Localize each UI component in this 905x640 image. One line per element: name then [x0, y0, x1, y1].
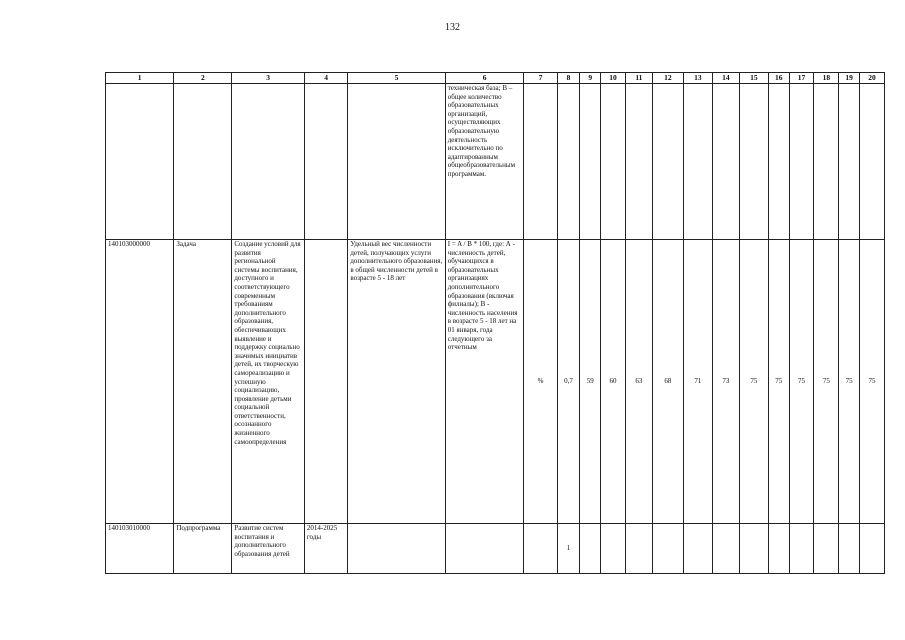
column-header: 10	[601, 73, 626, 84]
column-header: 4	[304, 73, 348, 84]
table-row	[106, 84, 885, 240]
column-header: 13	[683, 73, 712, 84]
column-header: 20	[859, 73, 884, 84]
value-cell	[839, 524, 860, 574]
value-cell	[859, 84, 884, 240]
code-cell: 140103010000	[106, 524, 174, 574]
formula-cell	[445, 524, 524, 574]
value-cell: 75	[859, 240, 884, 524]
indicator-cell	[348, 524, 445, 574]
value-cell: 75	[814, 240, 839, 524]
code-cell: 140103000000	[106, 240, 174, 524]
value-cell: 75	[739, 240, 768, 524]
formula-cell: техническая база; В – общее количество образовательных организаций, осуществляющих образовательную деятельность исключительно по адаптированным общеобразовательным программам.	[445, 84, 524, 240]
column-header: 16	[768, 73, 789, 84]
type-cell: Подпрограмма	[174, 524, 232, 574]
program-table	[105, 72, 885, 574]
unit-cell: %	[524, 240, 557, 524]
value-cell	[683, 524, 712, 574]
column-header: 3	[232, 73, 305, 84]
column-header: 2	[174, 73, 232, 84]
value-cell: 71	[683, 240, 712, 524]
code-cell	[106, 84, 174, 240]
value-cell	[814, 524, 839, 574]
value-cell	[712, 84, 739, 240]
value-cell: 0,7	[557, 240, 580, 524]
period-cell: 2014-2025 годы	[304, 524, 348, 574]
column-header: 1	[106, 73, 174, 84]
value-cell	[683, 84, 712, 240]
name-cell: Развитие систем воспитания и дополнительного образования детей	[232, 524, 305, 574]
column-header: 15	[739, 73, 768, 84]
formula-cell: I = A / B * 100, где: А - численность детей, обучающихся в образовательных организациях дополнительного образования (включая филиалы); В - численность населения в возрасте 5 - 18 лет на 01 января, года следующего за отчетным	[445, 240, 524, 524]
value-cell	[625, 84, 652, 240]
value-cell: 60	[601, 240, 626, 524]
type-cell: Задача	[174, 240, 232, 524]
value-cell: 75	[768, 240, 789, 524]
column-header: 6	[445, 73, 524, 84]
column-header: 12	[652, 73, 683, 84]
column-header: 18	[814, 73, 839, 84]
value-cell	[557, 84, 580, 240]
column-numbers-row	[106, 73, 885, 84]
value-cell	[768, 524, 789, 574]
column-header: 8	[557, 73, 580, 84]
value-cell: 75	[789, 240, 814, 524]
table-row	[106, 240, 885, 524]
column-header: 5	[348, 73, 445, 84]
value-cell	[625, 524, 652, 574]
unit-cell	[524, 524, 557, 574]
column-header: 17	[789, 73, 814, 84]
type-cell	[174, 84, 232, 240]
value-cell	[652, 84, 683, 240]
value-cell: 59	[580, 240, 601, 524]
column-header: 11	[625, 73, 652, 84]
value-cell	[601, 84, 626, 240]
value-cell: 68	[652, 240, 683, 524]
table-row	[106, 524, 885, 574]
value-cell	[789, 84, 814, 240]
column-header: 14	[712, 73, 739, 84]
value-cell: 75	[839, 240, 860, 524]
column-header: 9	[580, 73, 601, 84]
value-cell: 73	[712, 240, 739, 524]
value-cell	[739, 84, 768, 240]
value-cell: 63	[625, 240, 652, 524]
value-cell	[839, 84, 860, 240]
value-cell	[768, 84, 789, 240]
value-cell	[601, 524, 626, 574]
value-cell	[580, 84, 601, 240]
indicator-cell: Удельный вес численности детей, получающих услуги дополнительного образования, в общей численности детей в возрасте 5 - 18 лет	[348, 240, 445, 524]
column-header: 19	[839, 73, 860, 84]
period-cell	[304, 84, 348, 240]
period-cell	[304, 240, 348, 524]
page-number: 132	[445, 22, 460, 33]
name-cell	[232, 84, 305, 240]
unit-cell	[524, 84, 557, 240]
indicator-cell	[348, 84, 445, 240]
value-cell	[814, 84, 839, 240]
value-cell: 1	[557, 524, 580, 574]
value-cell	[580, 524, 601, 574]
value-cell	[652, 524, 683, 574]
value-cell	[739, 524, 768, 574]
value-cell	[859, 524, 884, 574]
column-header: 7	[524, 73, 557, 84]
value-cell	[789, 524, 814, 574]
name-cell: Создание условий для развития региональной системы воспитания, доступного и соответствующего современным требованиям дополнительного образования, обеспечивающих выявление и поддержку социально значимых инициатив детей, их творческую самореализацию и успешную социализацию, проявление детьми социальной ответственности, осознанного жизненного самоопределения	[232, 240, 305, 524]
value-cell	[712, 524, 739, 574]
